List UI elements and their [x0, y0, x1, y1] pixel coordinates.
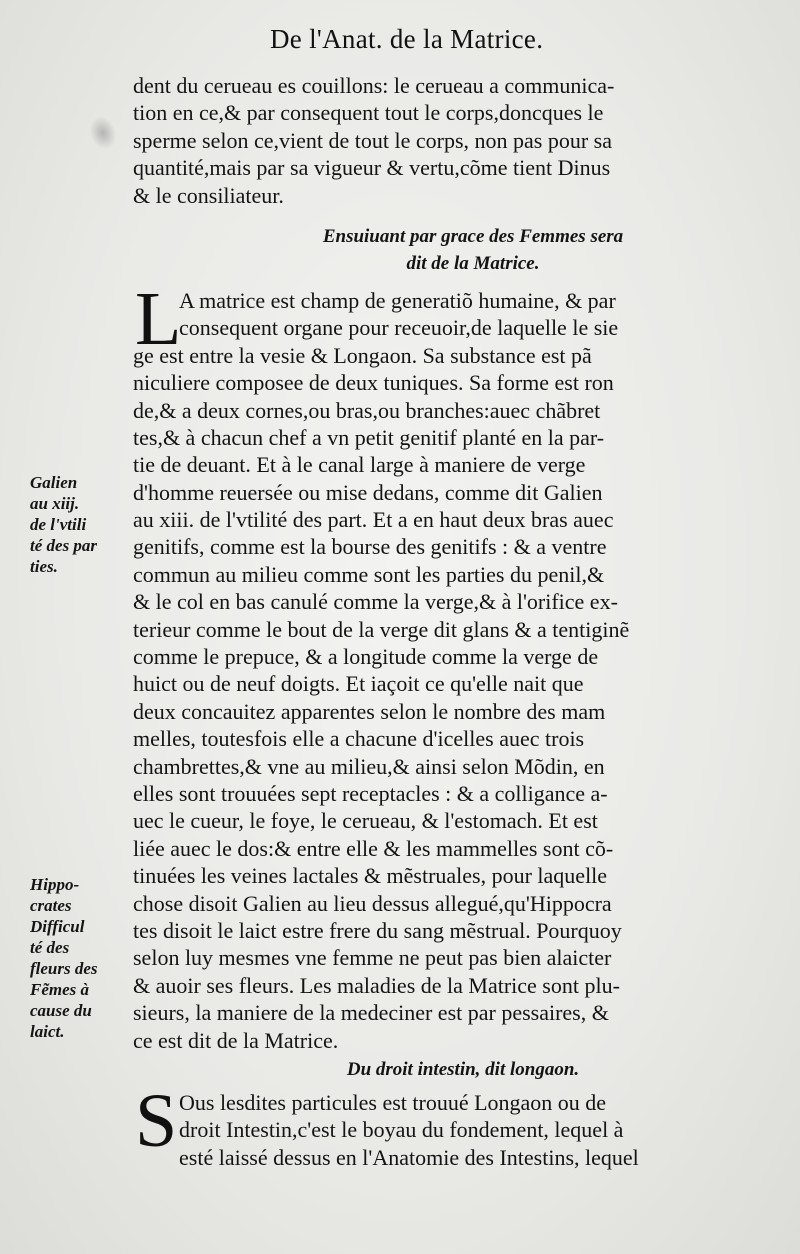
- text-line: Ous lesdites particules est trouué Longaon ou de: [179, 1089, 607, 1115]
- text-line: sieurs, la maniere de la medeciner est par pessaires, &: [133, 1000, 609, 1026]
- margin-note-line: té des: [30, 938, 70, 957]
- drop-capital-s: S: [135, 1078, 178, 1163]
- text-line: selon luy mesmes vne femme ne peut pas bien alaicter: [133, 945, 612, 971]
- margin-note-line: Fẽmes à: [30, 980, 90, 999]
- text-line: ge est entre la vesie & Longaon. Sa substance est pã: [133, 342, 592, 368]
- text-line: tes,& à chacun chef a vn petit genitif planté en la par-: [133, 424, 605, 450]
- margin-note-hippocrates: [30, 874, 98, 1042]
- text-line: genitifs, comme est la bourse des genitifs : & a ventre: [133, 534, 607, 560]
- text-line: tion en ce,& par consequent tout le corps,doncques le: [133, 100, 604, 126]
- margin-note-galien: [30, 472, 97, 577]
- text-line: quantité,mais par sa vigueur & vertu,cõme tient Dinus: [133, 155, 611, 181]
- text-line: niculiere composee de deux tuniques. Sa forme est ron: [133, 370, 614, 396]
- margin-note-line: laict.: [30, 1022, 65, 1041]
- text-line: au xiii. de l'vtilité des part. Et a en haut deux bras auec: [133, 507, 614, 533]
- longaon-paragraph: [133, 1078, 773, 1171]
- text-line: melles, toutesfois elle a chacune d'icelles auec trois: [133, 726, 585, 752]
- text-line: liée auec le dos:& entre elle & les mammelles sont cõ-: [133, 835, 614, 861]
- ink-smudge: [85, 113, 121, 154]
- text-line: tinuées les veines lactales & mẽstruales, pour laquelle: [133, 863, 608, 889]
- text-line: huict ou de neuf doigts. Et iaçoit ce qu'elle nait que: [133, 671, 584, 697]
- text-line: droit Intestin,c'est le boyau du fondement, lequel à: [179, 1117, 624, 1143]
- text-line: d'homme reuersée ou mise dedans, comme dit Galien: [133, 479, 603, 505]
- margin-note-line: ties.: [30, 557, 58, 576]
- main-text: [133, 72, 773, 1171]
- margin-note-line: Hippo-: [30, 875, 80, 894]
- section-heading-matrice-line1: Ensuiuant par grace des Femmes sera: [322, 225, 624, 247]
- margin-note-line: té des par: [30, 536, 98, 555]
- margin-note-line: au xiij.: [30, 494, 80, 513]
- text-line: sperme selon ce,vient de tout le corps, non pas pour sa: [133, 127, 612, 153]
- text-line: esté laissé dessus en l'Anatomie des Intestins, lequel: [179, 1144, 639, 1170]
- margin-note-line: Difficul: [30, 917, 85, 936]
- text-line: & le col en bas canulé comme la verge,& à l'orifice ex-: [133, 589, 618, 615]
- text-line: de,& a deux cornes,ou bras,ou branches:auec chãbret: [133, 397, 601, 423]
- section-heading-longaon: Du droit intestin, dit longaon.: [346, 1058, 580, 1080]
- text-line: ce est dit de la Matrice.: [133, 1027, 339, 1053]
- intro-paragraph: [133, 72, 773, 209]
- margin-note-line: fleurs des: [30, 959, 98, 978]
- text-line: tes disoit le laict estre frere du sang mẽstrual. Pourquoy: [133, 917, 622, 943]
- margin-note-line: Galien: [30, 473, 78, 492]
- running-header: De l'Anat. de la Matrice.: [270, 24, 544, 54]
- margin-note-line: de l'vtili: [30, 515, 87, 534]
- text-line: commun au milieu comme sont les parties du penil,&: [133, 561, 605, 587]
- text-line: elles sont trouuées sept receptacles : & a colligance a-: [133, 780, 608, 806]
- text-line: chose disoit Galien au lieu dessus allegué,qu'Hippocra: [133, 890, 612, 916]
- matrice-paragraph: [133, 276, 773, 1054]
- text-line: & auoir ses fleurs. Les maladies de la Matrice sont plu-: [133, 972, 620, 998]
- text-line: comme le prepuce, & a longitude comme la verge de: [133, 644, 599, 670]
- text-line: uec le cueur, le foye, le cerueau, & l'estomach. Et est: [133, 808, 598, 834]
- text-line: consequent organe pour receuoir,de laquelle le sie: [179, 315, 619, 341]
- text-line: & le consiliateur.: [133, 182, 284, 208]
- text-line: tie de deuant. Et à le canal large à maniere de verge: [133, 452, 586, 478]
- text-line: dent du cerueau es couillons: le cerueau a communica-: [133, 73, 615, 98]
- text-line: A matrice est champ de generatiõ humaine, & par: [179, 287, 616, 313]
- text-line: deux concauitez apparentes selon le nombre des mam: [133, 698, 606, 724]
- margin-note-line: crates: [30, 896, 72, 915]
- section-heading-matrice-line2: dit de la Matrice.: [406, 252, 540, 274]
- text-line: terieur comme le bout de la verge dit glans & a tentiginẽ: [133, 616, 630, 642]
- margin-note-line: cause du: [30, 1001, 92, 1020]
- text-line: chambrettes,& vne au milieu,& ainsi selon Mõdin, en: [133, 753, 605, 779]
- drop-capital-l: L: [135, 276, 182, 361]
